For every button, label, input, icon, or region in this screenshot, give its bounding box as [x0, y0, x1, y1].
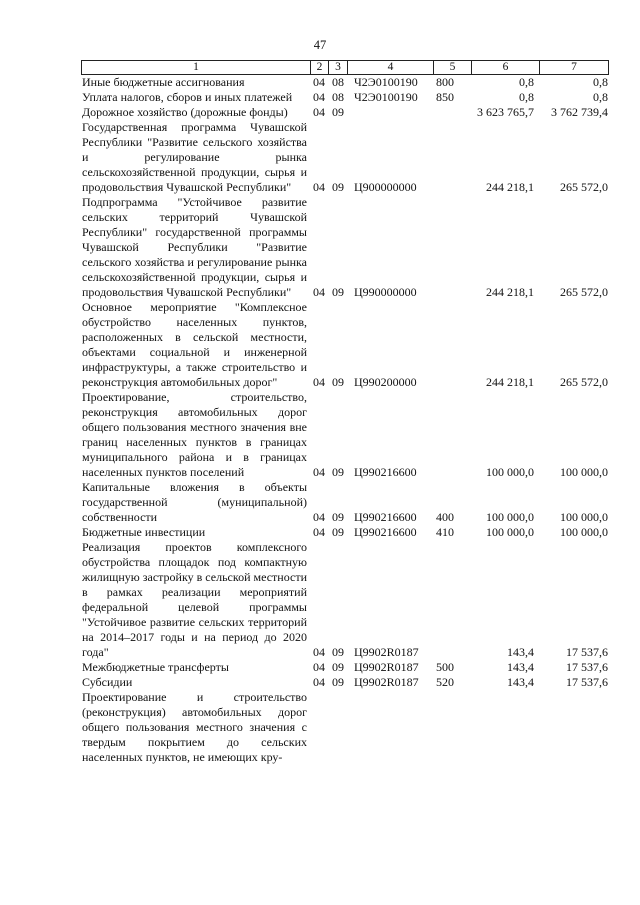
row-description: Уплата налогов, сборов и иных платежей — [82, 90, 293, 104]
col-3-subsection: 09 — [332, 285, 344, 299]
col-4-target-article: Ц9902R0187 — [354, 660, 419, 674]
header-col-5: 5 — [433, 61, 471, 74]
col-2-section: 04 — [313, 180, 325, 194]
col-2-section: 04 — [313, 525, 325, 539]
row-description: Реализация проектов комплексного обустройства площадок под компактную жилищную застройку в сельской местности в рамках реализации мероприятий федеральной целевой программы "Устойчивое развитие сельских территорий на 2014–2017 годы и на период до 2020 года" — [82, 540, 308, 659]
table-row — [81, 675, 609, 690]
col-7-amount-year2 — [539, 750, 608, 765]
table-row — [81, 540, 609, 660]
col-7-amount-year2: 265 572,0 — [560, 180, 608, 194]
col-2-section: 04 — [313, 510, 325, 524]
header-col-2: 2 — [310, 61, 328, 74]
row-description: Бюджетные инвестиции — [82, 525, 206, 539]
col-5-expense-type: 500 — [436, 660, 454, 674]
col-3-subsection: 09 — [332, 105, 344, 119]
row-description: Капитальные вложения в объекты государственной (муниципальной) собственности — [82, 480, 307, 524]
table-row — [81, 300, 609, 390]
col-6-amount-year1: 143,4 — [507, 675, 534, 689]
col-3-subsection: 09 — [332, 180, 344, 194]
header-col-1: 1 — [193, 61, 199, 73]
col-2-section: 04 — [313, 75, 325, 89]
col-3-subsection: 09 — [332, 645, 344, 659]
col-4-target-article: Ц990000000 — [354, 285, 417, 299]
col-7-amount-year2: 0,8 — [593, 75, 608, 89]
col-6-amount-year1: 0,8 — [519, 90, 534, 104]
col-6-amount-year1: 244 218,1 — [486, 285, 534, 299]
col-3-subsection: 09 — [332, 675, 344, 689]
row-description: Государственная программа Чувашской Республики "Развитие сельского хозяйства и регулирование рынка сельскохозяйственной продукции, сырья и продовольствия Чувашской Республики" — [82, 120, 307, 194]
col-2-section: 04 — [313, 645, 325, 659]
table-row — [81, 660, 609, 675]
col-6-amount-year1: 0,8 — [519, 75, 534, 89]
col-2-section: 04 — [313, 105, 325, 119]
budget-table — [81, 60, 609, 765]
col-5-expense-type: 850 — [436, 90, 454, 104]
col-7-amount-year2: 0,8 — [593, 90, 608, 104]
col-2-section: 04 — [313, 285, 325, 299]
table-row — [81, 105, 609, 120]
col-4-target-article: Ц900000000 — [354, 180, 417, 194]
col-3-subsection: 09 — [332, 660, 344, 674]
col-6-amount-year1: 100 000,0 — [486, 465, 534, 479]
table-row — [81, 90, 609, 105]
col-2-section: 04 — [313, 375, 325, 389]
col-2-section: 04 — [313, 675, 325, 689]
header-col-7: 7 — [539, 61, 608, 74]
row-description: Субсидии — [82, 675, 133, 689]
col-5-expense-type: 400 — [436, 510, 454, 524]
col-3-subsection: 09 — [332, 375, 344, 389]
col-3-subsection: 08 — [332, 90, 344, 104]
col-4-target-article: Ц9902R0187 — [354, 645, 419, 659]
col-4-target-article: Ц9902R0187 — [354, 675, 419, 689]
col-6-amount-year1: 143,4 — [507, 660, 534, 674]
table-row — [81, 120, 609, 195]
col-4-target-article: Ц990200000 — [354, 375, 417, 389]
col-6-amount-year1 — [473, 750, 534, 765]
col-6-amount-year1: 244 218,1 — [486, 375, 534, 389]
col-3-subsection: 09 — [332, 465, 344, 479]
col-6-amount-year1: 244 218,1 — [486, 180, 534, 194]
col-4-target-article: Ч2Э0100190 — [354, 75, 418, 89]
col-7-amount-year2: 100 000,0 — [560, 510, 608, 524]
col-3-subsection: 09 — [332, 510, 344, 524]
row-description: Проектирование, строительство, реконструкция автомобильных дорог общего пользования местного значения вне границ населенных пунктов в границах муниципального района и в границах населенных пунктов поселений — [82, 390, 307, 479]
header-col-6: 6 — [471, 61, 539, 74]
header-col-3: 3 — [328, 61, 347, 74]
col-6-amount-year1: 3 623 765,7 — [477, 105, 534, 119]
table-header-row — [81, 60, 609, 75]
col-7-amount-year2: 3 762 739,4 — [551, 105, 608, 119]
col-2-section — [310, 750, 328, 765]
row-description: Межбюджетные трансферты — [82, 660, 229, 674]
col-6-amount-year1: 143,4 — [507, 645, 534, 659]
table-row — [81, 195, 609, 300]
row-description: Основное мероприятие "Комплексное обустройство населенных пунктов, расположенных в сельской местности, объектами социальной и инженерной инфраструктуры, а также строительство и реконструкция автомобильных дорог" — [82, 300, 307, 389]
header-col-4: 4 — [347, 61, 433, 74]
col-7-amount-year2: 265 572,0 — [560, 375, 608, 389]
col-2-section: 04 — [313, 465, 325, 479]
col-5-expense-type: 410 — [436, 525, 454, 539]
row-description: Проектирование и строительство (реконструкция) автомобильных дорог общего пользования местного значения с твердым покрытием до сельских населенных пунктов, не имеющих кру- — [82, 690, 307, 764]
col-7-amount-year2: 17 537,6 — [566, 645, 608, 659]
col-3-subsection — [329, 750, 347, 765]
col-7-amount-year2: 17 537,6 — [566, 675, 608, 689]
col-2-section: 04 — [313, 90, 325, 104]
table-row — [81, 480, 609, 525]
row-description: Подпрограмма "Устойчивое развитие сельских территорий Чувашской Республики" государственной программы Чувашской Республики "Развитие сельского хозяйства и регулирование рынка сельскохозяйственной продукции, сырья и продовольствия Чувашской Республики" — [82, 195, 307, 299]
table-row — [81, 390, 609, 480]
col-7-amount-year2: 100 000,0 — [560, 525, 608, 539]
row-description: Дорожное хозяйство (дорожные фонды) — [82, 105, 288, 119]
col-2-section: 04 — [313, 660, 325, 674]
col-6-amount-year1: 100 000,0 — [486, 525, 534, 539]
table-body — [81, 75, 609, 765]
page-number: 47 — [313, 38, 327, 52]
table-row — [81, 75, 609, 90]
col-4-target-article: Ц990216600 — [354, 525, 417, 539]
col-7-amount-year2: 17 537,6 — [566, 660, 608, 674]
col-6-amount-year1: 100 000,0 — [486, 510, 534, 524]
col-5-expense-type: 520 — [436, 675, 454, 689]
col-7-amount-year2: 100 000,0 — [560, 465, 608, 479]
col-4-target-article: Ц990216600 — [354, 510, 417, 524]
col-3-subsection: 08 — [332, 75, 344, 89]
row-description: Иные бюджетные ассигнования — [82, 75, 245, 89]
col-4-target-article: Ч2Э0100190 — [354, 90, 418, 104]
col-5-expense-type: 800 — [436, 75, 454, 89]
col-3-subsection: 09 — [332, 525, 344, 539]
table-row — [81, 525, 609, 540]
col-7-amount-year2: 265 572,0 — [560, 285, 608, 299]
col-4-target-article: Ц990216600 — [354, 465, 417, 479]
table-row — [81, 690, 609, 765]
